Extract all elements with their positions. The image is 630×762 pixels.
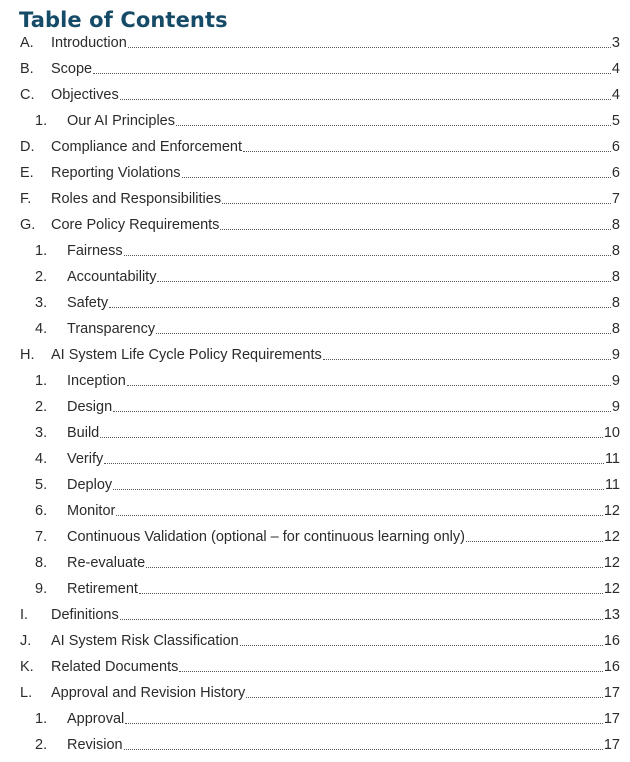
toc-entry-page-number[interactable]: 8 xyxy=(611,269,620,285)
dot-leader xyxy=(124,748,603,750)
toc-entry[interactable] xyxy=(0,706,630,732)
toc-entry[interactable] xyxy=(0,160,630,186)
dot-leader xyxy=(125,722,603,724)
toc-entry-label[interactable]: Build xyxy=(67,425,100,441)
dot-leader xyxy=(113,410,611,412)
toc-entry-line xyxy=(67,524,620,550)
toc-entry-number: A. xyxy=(20,35,34,51)
toc-entry-line xyxy=(67,394,620,420)
toc-entry-number: H. xyxy=(20,347,35,363)
toc-entry-line xyxy=(67,290,620,316)
toc-entry-number: 1. xyxy=(35,373,48,389)
toc-entry[interactable] xyxy=(0,550,630,576)
dot-leader xyxy=(220,228,610,230)
toc-entry-number: B. xyxy=(20,61,34,77)
toc-entry-page-number[interactable]: 11 xyxy=(604,451,620,467)
dot-leader xyxy=(109,306,611,308)
toc-entry-page-number[interactable]: 17 xyxy=(603,685,620,701)
toc-entry-label[interactable]: Transparency xyxy=(67,321,156,337)
toc-entry[interactable] xyxy=(0,680,630,706)
toc-entry-line xyxy=(51,602,620,628)
toc-entry-page-number[interactable]: 16 xyxy=(603,633,620,649)
toc-entry[interactable] xyxy=(0,602,630,628)
toc-entry-line xyxy=(67,550,620,576)
dot-leader xyxy=(104,462,604,464)
dot-leader xyxy=(176,124,611,126)
toc-entry-label[interactable]: AI System Risk Classification xyxy=(51,633,239,649)
toc-entry-line xyxy=(67,732,620,758)
toc-entry-line xyxy=(67,420,620,446)
dot-leader xyxy=(323,358,611,360)
toc-entry[interactable] xyxy=(0,212,630,238)
toc-entry-number: 6. xyxy=(35,503,48,519)
toc-entry[interactable] xyxy=(0,108,630,134)
toc-entry-number: 7. xyxy=(35,529,48,545)
toc-entry-label[interactable]: Deploy xyxy=(67,477,113,493)
toc-entry[interactable] xyxy=(0,732,630,758)
toc-entry-label[interactable]: Compliance and Enforcement xyxy=(51,139,243,155)
toc-entry-page-number[interactable]: 7 xyxy=(611,191,620,207)
toc-entry-label[interactable]: Definitions xyxy=(51,607,119,623)
dot-leader xyxy=(156,332,611,334)
dot-leader xyxy=(240,644,603,646)
toc-entry-line xyxy=(67,238,620,264)
toc-entry-label[interactable]: Objectives xyxy=(51,87,119,103)
toc-entry-number: G. xyxy=(20,217,36,233)
toc-entry-page-number[interactable]: 11 xyxy=(604,477,620,493)
toc-entry-page-number[interactable]: 12 xyxy=(603,503,620,519)
toc-entry[interactable] xyxy=(0,264,630,290)
toc-entry-line xyxy=(51,186,620,212)
toc-entry[interactable] xyxy=(0,342,630,368)
dot-leader xyxy=(246,696,603,698)
dot-leader xyxy=(146,566,603,568)
toc-entry-line xyxy=(67,498,620,524)
toc-entry-number: 1. xyxy=(35,113,48,129)
toc-entry-page-number[interactable]: 17 xyxy=(603,737,620,753)
toc-entry-page-number[interactable]: 9 xyxy=(611,347,620,363)
toc-entry-number: C. xyxy=(20,87,35,103)
toc-entry-label[interactable]: Our AI Principles xyxy=(67,113,175,129)
toc-entry-number: 2. xyxy=(35,737,48,753)
toc-entry-page-number[interactable]: 17 xyxy=(603,711,620,727)
toc-entry-label[interactable]: Scope xyxy=(51,61,93,77)
toc-entry-page-number[interactable]: 9 xyxy=(611,399,620,415)
toc-entry[interactable] xyxy=(0,30,630,56)
toc-entry[interactable] xyxy=(0,316,630,342)
toc-entry-number: E. xyxy=(20,165,34,181)
toc-entry-number: 1. xyxy=(35,711,48,727)
toc-entry-page-number[interactable]: 12 xyxy=(603,581,620,597)
toc-entry-label[interactable]: Introduction xyxy=(51,35,127,51)
toc-entry-line xyxy=(67,576,620,602)
toc-entry-label[interactable]: Approval xyxy=(67,711,125,727)
toc-entry-line xyxy=(67,368,620,394)
dot-leader xyxy=(113,488,604,490)
toc-entry-page-number[interactable]: 12 xyxy=(603,529,620,545)
toc-entry-number: K. xyxy=(20,659,34,675)
toc-entry-number: 3. xyxy=(35,295,48,311)
toc-entry-line xyxy=(67,316,620,342)
dot-leader xyxy=(93,72,611,74)
toc-entry[interactable] xyxy=(0,472,630,498)
toc-entry-line xyxy=(51,654,620,680)
toc-entry[interactable] xyxy=(0,498,630,524)
toc-entry[interactable] xyxy=(0,134,630,160)
dot-leader xyxy=(182,176,611,178)
toc-entry-label[interactable]: Inception xyxy=(67,373,126,389)
toc-entry-line xyxy=(51,160,620,186)
toc-entry-page-number[interactable]: 5 xyxy=(611,113,620,129)
toc-entry-page-number[interactable]: 8 xyxy=(611,243,620,259)
dot-leader xyxy=(243,150,611,152)
toc-title: Table of Contents xyxy=(19,8,228,32)
dot-leader xyxy=(179,670,603,672)
toc-entry[interactable] xyxy=(0,238,630,264)
toc-entry[interactable] xyxy=(0,420,630,446)
dot-leader xyxy=(124,254,611,256)
dot-leader xyxy=(120,98,611,100)
toc-entry-line xyxy=(51,212,620,238)
dot-leader xyxy=(116,514,603,516)
toc-entry-label[interactable]: Roles and Responsibilities xyxy=(51,191,222,207)
toc-entry-number: 3. xyxy=(35,425,48,441)
toc-entry-label[interactable]: Re-evaluate xyxy=(67,555,146,571)
toc-entry-page-number[interactable]: 4 xyxy=(611,61,620,77)
toc-entry-label[interactable]: Accountability xyxy=(67,269,157,285)
toc-entry[interactable] xyxy=(0,290,630,316)
toc-entry-line xyxy=(51,30,620,56)
dot-leader xyxy=(120,618,603,620)
toc-entry-number: 4. xyxy=(35,451,48,467)
toc-entry[interactable] xyxy=(0,524,630,550)
toc-entry-page-number[interactable]: 12 xyxy=(603,555,620,571)
toc-entry-line xyxy=(51,56,620,82)
toc-entry-label[interactable]: Fairness xyxy=(67,243,123,259)
toc-entry-page-number[interactable]: 3 xyxy=(611,35,620,51)
toc-entry-number: F. xyxy=(20,191,32,207)
toc-entry-number: J. xyxy=(20,633,32,649)
toc-entry[interactable] xyxy=(0,446,630,472)
toc-entry-number: D. xyxy=(20,139,35,155)
toc-entry-line xyxy=(67,264,620,290)
toc-entry-line xyxy=(51,82,620,108)
toc-entry-number: 4. xyxy=(35,321,48,337)
toc-entry[interactable] xyxy=(0,654,630,680)
toc-list xyxy=(0,30,630,758)
toc-entry-label[interactable]: Continuous Validation (optional – for continuous learning only) xyxy=(67,529,465,545)
toc-entry-label[interactable]: Core Policy Requirements xyxy=(51,217,220,233)
toc-entry[interactable] xyxy=(0,628,630,654)
dot-leader xyxy=(128,46,611,48)
toc-entry-number: 2. xyxy=(35,269,48,285)
toc-entry-page-number[interactable]: 6 xyxy=(611,139,620,155)
dot-leader xyxy=(100,436,603,438)
toc-entry-page-number[interactable]: 10 xyxy=(603,425,620,441)
toc-entry-label[interactable]: Retirement xyxy=(67,581,138,597)
toc-entry-line xyxy=(51,680,620,706)
toc-entry-line xyxy=(67,108,620,134)
dot-leader xyxy=(466,540,603,542)
toc-entry[interactable] xyxy=(0,576,630,602)
toc-entry[interactable] xyxy=(0,82,630,108)
toc-entry-page-number[interactable]: 9 xyxy=(611,373,620,389)
toc-entry-label[interactable]: Reporting Violations xyxy=(51,165,181,181)
toc-entry-number: 1. xyxy=(35,243,48,259)
toc-entry-line xyxy=(67,446,620,472)
toc-entry-line xyxy=(51,628,620,654)
toc-entry[interactable] xyxy=(0,368,630,394)
toc-entry-page-number[interactable]: 8 xyxy=(611,295,620,311)
toc-entry-page-number[interactable]: 13 xyxy=(603,607,620,623)
toc-entry-line xyxy=(51,134,620,160)
toc-entry-label[interactable]: Monitor xyxy=(67,503,116,519)
toc-entry-label[interactable]: Safety xyxy=(67,295,109,311)
toc-entry-number: 8. xyxy=(35,555,48,571)
toc-entry-label[interactable]: Approval and Revision History xyxy=(51,685,246,701)
dot-leader xyxy=(157,280,610,282)
toc-entry-label[interactable]: Verify xyxy=(67,451,104,467)
toc-entry[interactable] xyxy=(0,56,630,82)
dot-leader xyxy=(127,384,611,386)
toc-entry-label[interactable]: Revision xyxy=(67,737,123,753)
toc-entry-page-number[interactable]: 16 xyxy=(603,659,620,675)
dot-leader xyxy=(139,592,603,594)
dot-leader xyxy=(222,202,611,204)
toc-entry-line xyxy=(67,706,620,732)
toc-entry-page-number[interactable]: 8 xyxy=(611,321,620,337)
toc-entry-page-number[interactable]: 8 xyxy=(611,217,620,233)
toc-entry-label[interactable]: AI System Life Cycle Policy Requirements xyxy=(51,347,322,363)
toc-entry-line xyxy=(67,472,620,498)
toc-entry-number: I. xyxy=(20,607,29,623)
toc-entry-number: L. xyxy=(20,685,33,701)
toc-entry[interactable] xyxy=(0,394,630,420)
toc-entry-label[interactable]: Design xyxy=(67,399,113,415)
toc-entry-number: 9. xyxy=(35,581,48,597)
toc-entry-page-number[interactable]: 6 xyxy=(611,165,620,181)
toc-entry-page-number[interactable]: 4 xyxy=(611,87,620,103)
toc-entry-number: 5. xyxy=(35,477,48,493)
toc-entry-label[interactable]: Related Documents xyxy=(51,659,179,675)
toc-entry-line xyxy=(51,342,620,368)
toc-entry[interactable] xyxy=(0,186,630,212)
toc-entry-number: 2. xyxy=(35,399,48,415)
